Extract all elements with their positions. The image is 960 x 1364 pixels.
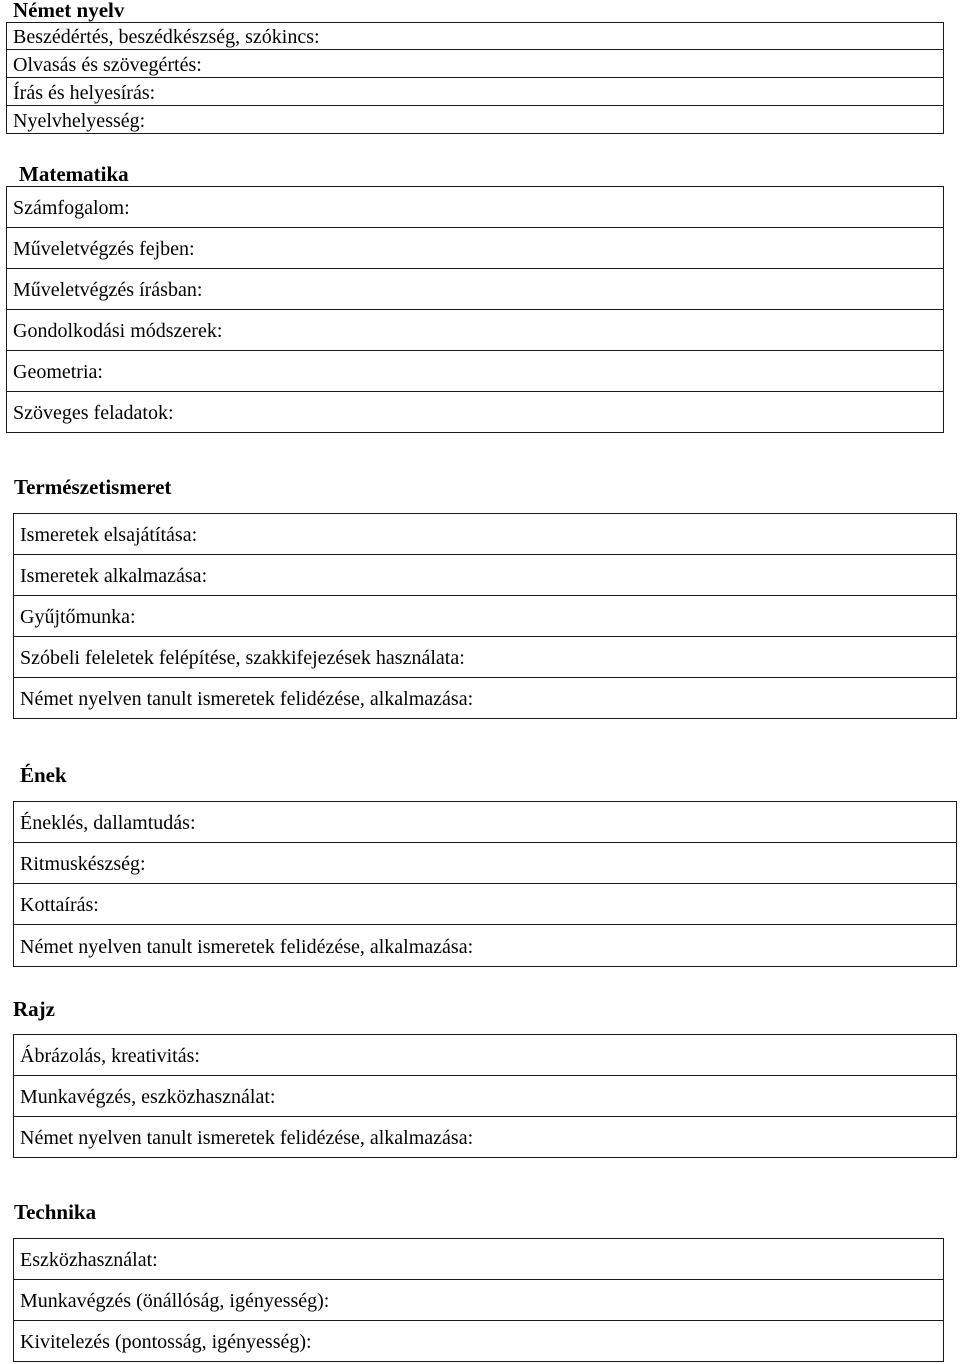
section-title-enek: Ének: [20, 763, 67, 787]
table-row: Szóbeli feleletek felépítése, szakkifejezések használata:: [14, 637, 957, 678]
table-row: Kivitelezés (pontosság, igényesség):: [14, 1321, 944, 1362]
table-row: Szöveges feladatok:: [7, 392, 944, 433]
table-row: Német nyelven tanult ismeretek felidézése, alkalmazása:: [14, 1117, 957, 1158]
section-title-matematika: Matematika: [19, 162, 129, 186]
table-row: Műveletvégzés fejben:: [7, 228, 944, 269]
section-table-rajz: [13, 1034, 957, 1158]
table-row: Ábrázolás, kreativitás:: [14, 1035, 957, 1076]
section-title-termeszetismeret: Természetismeret: [14, 475, 172, 499]
section-table-enek: [13, 801, 957, 967]
section-table-technika: [13, 1238, 944, 1362]
table-row: Munkavégzés, eszközhasználat:: [14, 1076, 957, 1117]
table-row: Munkavégzés (önállóság, igényesség):: [14, 1280, 944, 1321]
section-title-technika: Technika: [14, 1200, 97, 1224]
table-row: Gondolkodási módszerek:: [7, 310, 944, 351]
table-row: Kottaírás:: [14, 884, 957, 925]
table-row: Német nyelven tanult ismeretek felidézése, alkalmazása:: [14, 925, 957, 967]
section-table-termeszetismeret: [13, 513, 957, 719]
table-row: Eszközhasználat:: [14, 1239, 944, 1280]
table-row: Gyűjtőmunka:: [14, 596, 957, 637]
section-table-nemet-nyelv: [6, 22, 944, 134]
table-row: Nyelvhelyesség:: [7, 106, 944, 134]
table-row: Német nyelven tanult ismeretek felidézése, alkalmazása:: [14, 678, 957, 719]
section-title-rajz: Rajz: [13, 997, 55, 1021]
table-row: Éneklés, dallamtudás:: [14, 802, 957, 843]
table-row: Műveletvégzés írásban:: [7, 269, 944, 310]
table-row: Számfogalom:: [7, 187, 944, 228]
section-title-nemet-nyelv: Német nyelv: [13, 0, 125, 22]
table-row: Ismeretek elsajátítása:: [14, 514, 957, 555]
section-table-matematika: [6, 186, 944, 433]
table-row: Ismeretek alkalmazása:: [14, 555, 957, 596]
table-row: Olvasás és szövegértés:: [7, 50, 944, 78]
table-row: Beszédértés, beszédkészség, szókincs:: [7, 23, 944, 50]
table-row: Írás és helyesírás:: [7, 78, 944, 106]
table-row: Ritmuskészség:: [14, 843, 957, 884]
table-row: Geometria:: [7, 351, 944, 392]
